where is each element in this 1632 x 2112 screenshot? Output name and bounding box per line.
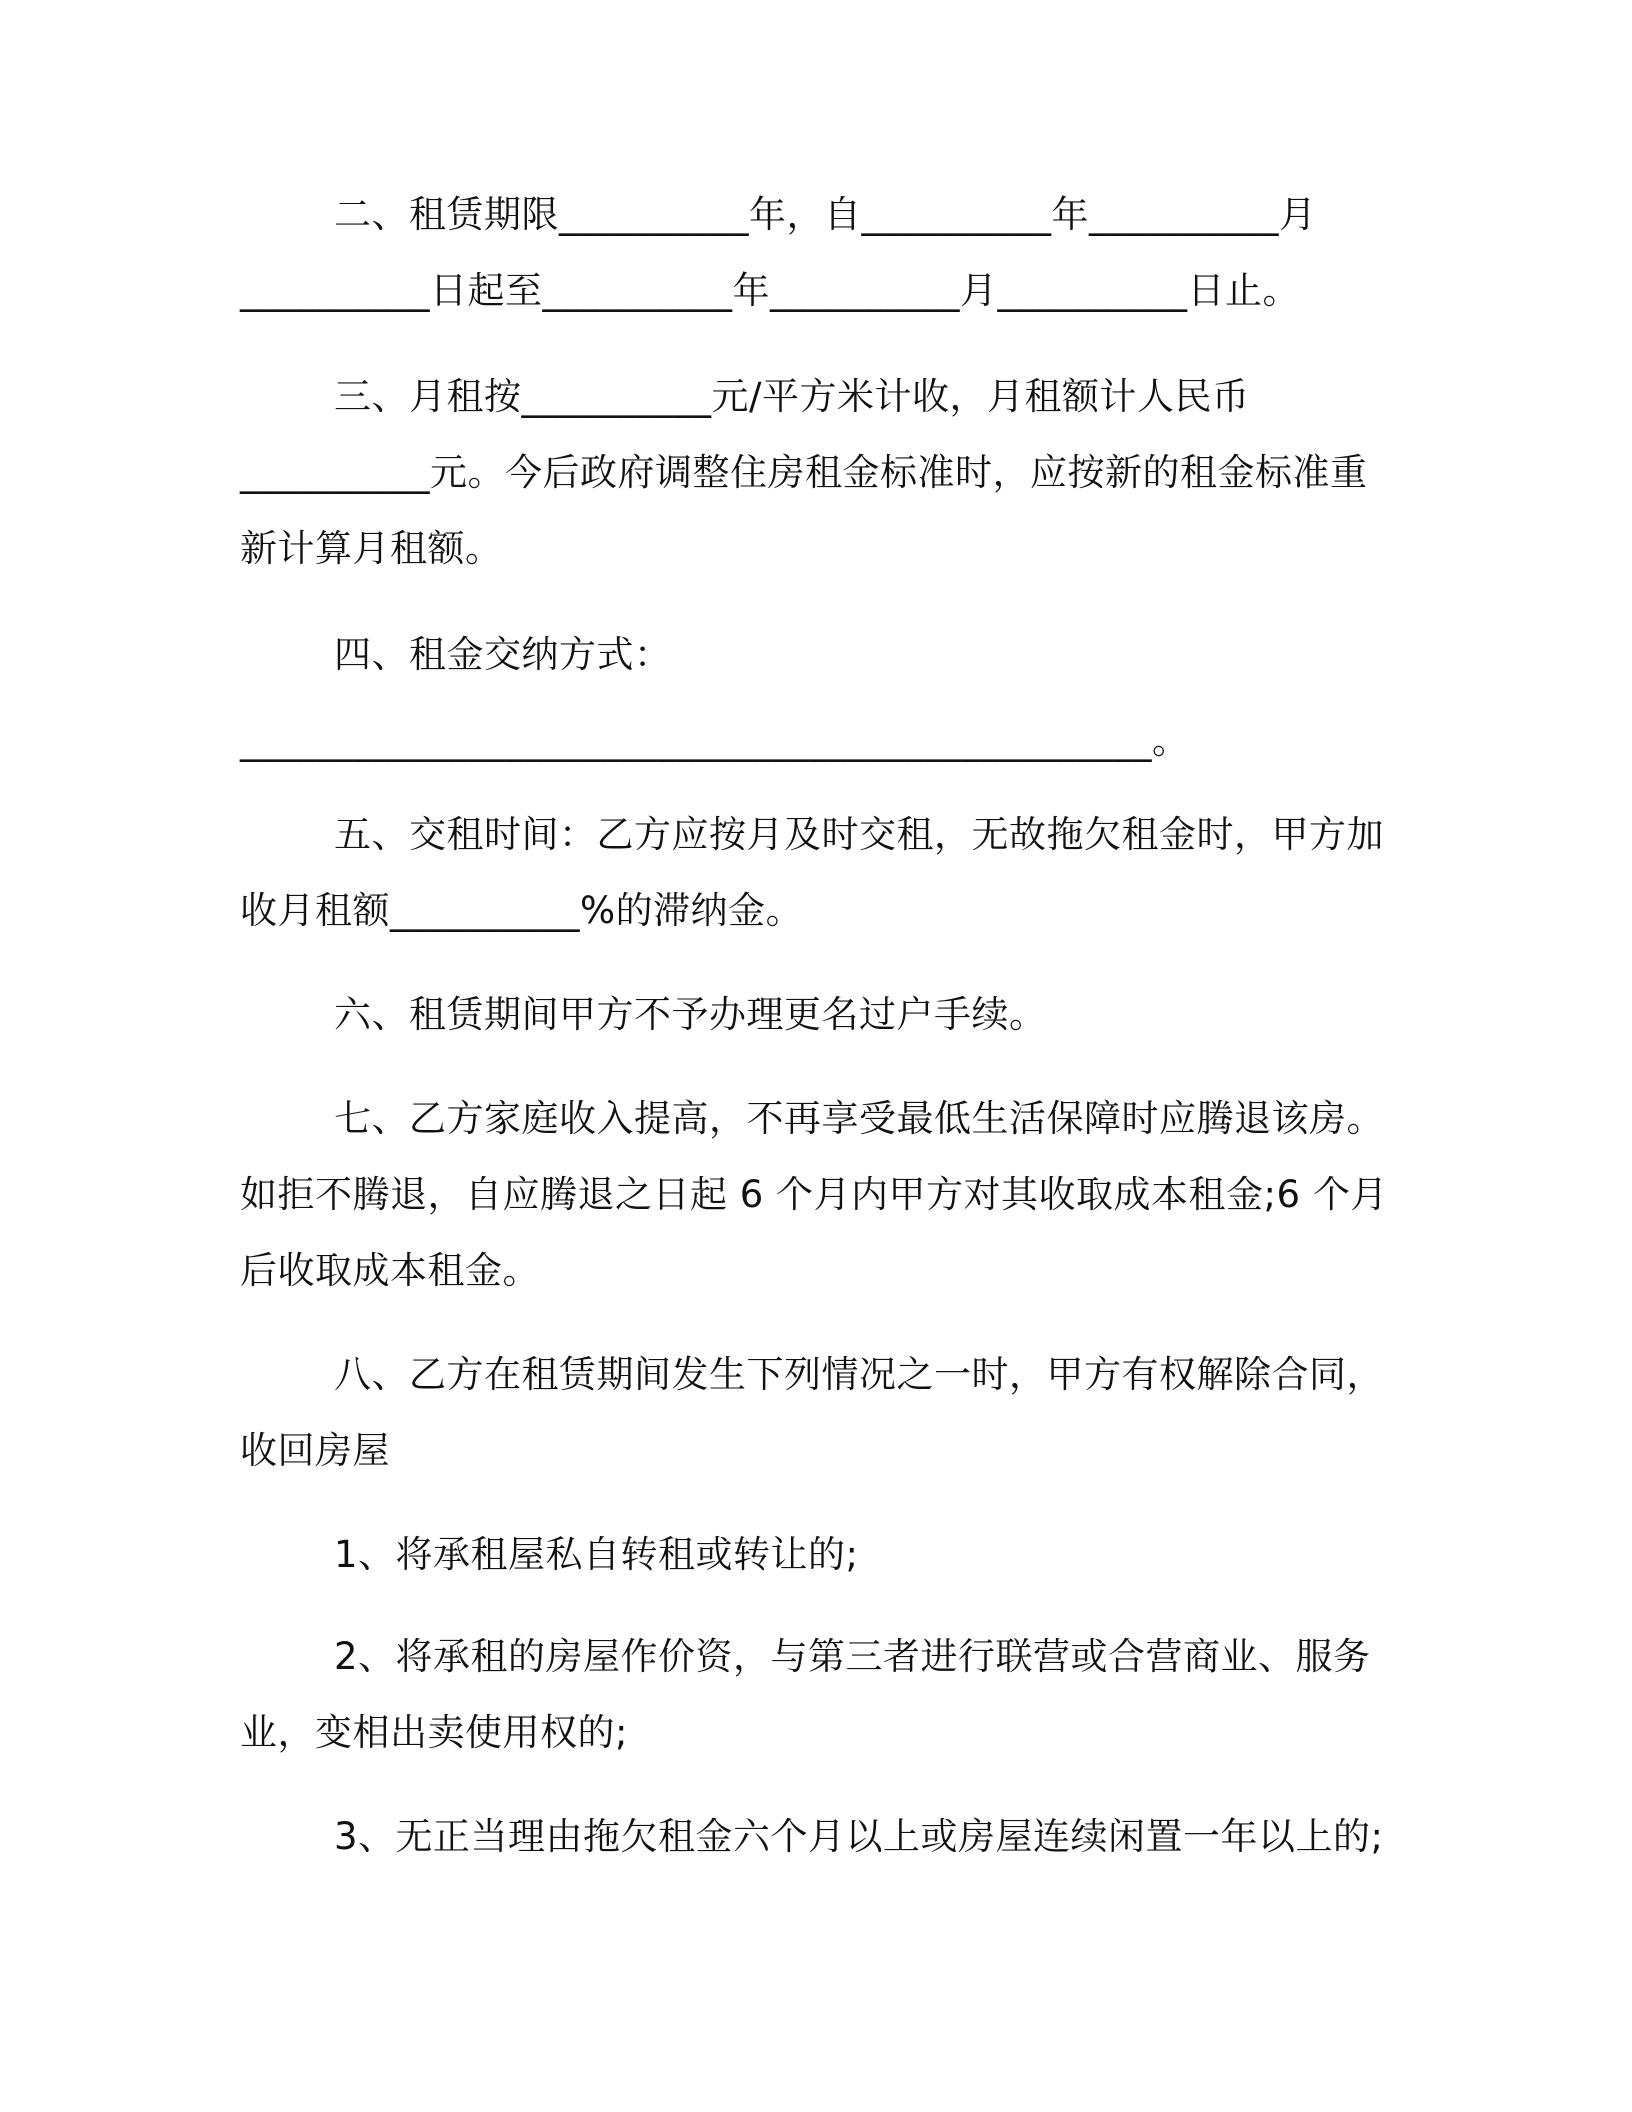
clause-7-line-2: 如拒不腾退，自应腾退之日起 6 个月内甲方对其收取成本租金;6 个月	[240, 1173, 1388, 1216]
item-2-line-2: 业，变相出卖使用权的;	[240, 1711, 628, 1754]
clause-3-line-3: 新计算月租额。	[240, 527, 503, 570]
clause-2-line-2: __________日起至__________年__________月__________日止。	[240, 269, 1300, 312]
clause-5-line-1: 五、交租时间：乙方应按月及时交租，无故拖欠租金时，甲方加	[334, 813, 1384, 856]
item-2-line-1: 2、将承租的房屋作价资，与第三者进行联营或合营商业、服务	[334, 1635, 1371, 1678]
clause-7-line-1: 七、乙方家庭收入提高，不再享受最低生活保障时应腾退该房。	[334, 1097, 1384, 1140]
item-3-line-1: 3、无正当理由拖欠租金六个月以上或房屋连续闲置一年以上的;	[334, 1815, 1384, 1858]
clause-8-line-1: 八、乙方在租赁期间发生下列情况之一时，甲方有权解除合同，	[334, 1353, 1384, 1396]
clause-6-line-1: 六、租赁期间甲方不予办理更名过户手续。	[334, 993, 1047, 1036]
clause-2-line-1: 二、租赁期限__________年，自__________年__________月	[334, 193, 1317, 236]
item-1-line-1: 1、将承租屋私自转租或转让的;	[334, 1533, 859, 1576]
clause-3-line-1: 三、月租按__________元/平方米计收，月租额计人民币	[334, 375, 1250, 418]
clause-8-line-2: 收回房屋	[240, 1429, 390, 1472]
clause-4-line-1: 四、租金交纳方式：	[334, 633, 672, 676]
clause-3-line-2: __________元。今后政府调整住房租金标准时，应按新的租金标准重	[240, 451, 1368, 494]
clause-5-line-2: 收月租额__________%的滞纳金。	[240, 889, 804, 932]
clause-7-line-3: 后收取成本租金。	[240, 1249, 540, 1292]
clause-4-line-2: ________________________________________________。	[240, 719, 1190, 762]
